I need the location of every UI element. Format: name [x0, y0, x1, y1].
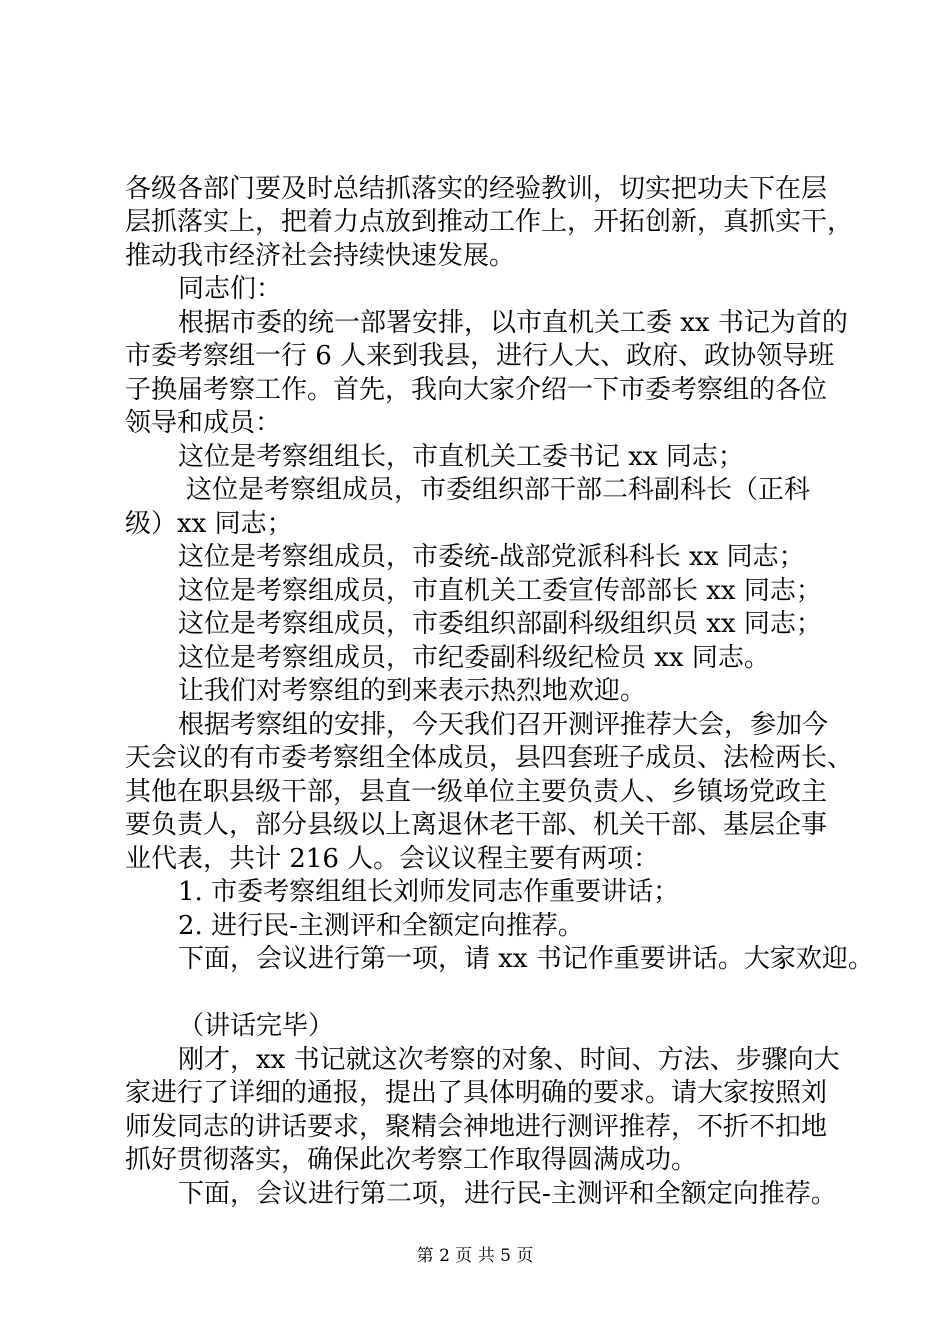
text-line-17: 根据考察组的安排，今天我们召开测评推荐大会，参加今	[178, 710, 829, 740]
text-line-29: 抓好贯彻落实，确保此次考察工作取得圆满成功。	[125, 1145, 698, 1175]
text-line-10: 这位是考察组成员，市委组织部干部二科副科长（正科	[186, 475, 811, 505]
text-line-12: 这位是考察组成员，市委统-战部党派科科长 xx 同志；	[178, 542, 805, 572]
text-line-3: 推动我市经济社会持续快速发展。	[125, 241, 516, 271]
text-line-7: 子换届考察工作。首先，我向大家介绍一下市委考察组的各位	[125, 375, 828, 405]
text-line-13: 这位是考察组成员，市直机关工委宣传部部长 xx 同志；	[178, 576, 822, 606]
text-line-25: （讲话完毕）	[178, 1011, 335, 1041]
text-line-1: 各级各部门要及时总结抓落实的经验教训，切实把功夫下在层	[125, 174, 828, 204]
text-line-5: 根据市委的统一部署安排，以市直机关工委 xx 书记为首的	[178, 308, 848, 338]
text-line-27: 家进行了详细的通报，提出了具体明确的要求。请大家按照刘	[125, 1078, 828, 1108]
text-line-28: 师发同志的讲话要求，聚精会神地进行测评推荐，不折不扣地	[125, 1112, 828, 1142]
text-line-18: 天会议的有市委考察组全体成员，县四套班子成员、法检两长、	[125, 743, 854, 773]
text-line-23: 2. 进行民-主测评和全额定向推荐。	[178, 911, 584, 941]
text-line-24: 下面，会议进行第一项，请 xx 书记作重要讲话。大家欢迎。	[178, 944, 874, 974]
text-line-9: 这位是考察组组长，市直机关工委书记 xx 同志；	[178, 442, 744, 472]
text-line-30: 下面，会议进行第二项，进行民-主测评和全额定向推荐。	[178, 1179, 837, 1209]
text-line-20: 要负责人，部分县级以上离退休老干部、机关干部、基层企事	[125, 810, 828, 840]
text-line-19: 其他在职县级干部，县直一级单位主要负责人、乡镇场党政主	[125, 777, 828, 807]
text-line-14: 这位是考察组成员，市委组织部副科级组织员 xx 同志；	[178, 609, 822, 639]
text-line-2: 层抓落实上，把着力点放到推动工作上，开拓创新，真抓实干，	[125, 207, 854, 237]
text-line-16: 让我们对考察组的到来表示热烈地欢迎。	[178, 676, 647, 706]
text-line-4: 同志们：	[178, 274, 283, 304]
text-line-8: 领导和成员：	[125, 408, 282, 438]
text-line-21: 业代表，共计 216 人。会议议程主要有两项：	[125, 844, 660, 874]
text-line-11: 级）xx 同志；	[125, 509, 293, 539]
text-line-6: 市委考察组一行 6 人来到我县，进行人大、政府、政协领导班	[125, 341, 835, 371]
text-line-26: 刚才，xx 书记就这次考察的对象、时间、方法、步骤向大	[178, 1045, 840, 1075]
text-line-22: 1. 市委考察组组长刘师发同志作重要讲话；	[178, 877, 680, 907]
page-footer: 第 2 页 共 5 页	[416, 1246, 534, 1266]
text-line-15: 这位是考察组成员，市纪委副科级纪检员 xx 同志。	[178, 643, 770, 673]
